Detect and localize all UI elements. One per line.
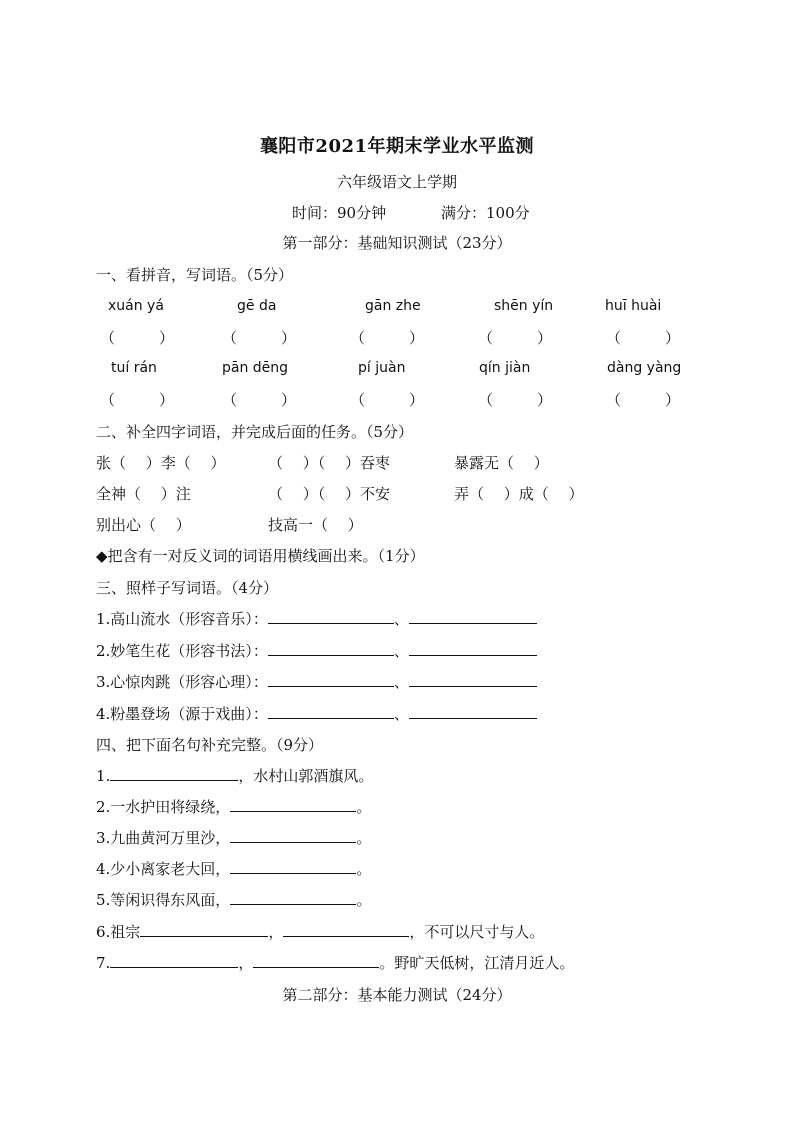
answer-blank[interactable] xyxy=(230,859,356,874)
part2-heading: 第二部分：基本能力测试（24分） xyxy=(282,986,512,1004)
pinyin: shēn yín xyxy=(494,298,554,314)
answer-blank[interactable] xyxy=(268,609,394,624)
answer-box[interactable]: （ ） xyxy=(478,391,553,409)
pinyin: dàng yàng xyxy=(607,360,682,376)
q3-heading: 三、照样子写词语。（4分） xyxy=(96,579,279,597)
idiom-item[interactable]: 技高一（ ） xyxy=(268,516,363,534)
q4-item: 1. ，水村山郭酒旗风。 xyxy=(96,767,374,785)
q3-item: 4.粉墨登场（源于戏曲）： 、 xyxy=(96,703,537,724)
q1-heading: 一、看拼音，写词语。（5分） xyxy=(96,266,294,284)
pinyin: gān zhe xyxy=(365,298,421,314)
q3-item: 2.妙笔生花（形容书法）： 、 xyxy=(96,640,537,661)
pinyin: huī huài xyxy=(605,298,662,314)
q4-item: 7. ， 。野旷天低树，江清月近人。 xyxy=(96,954,575,972)
answer-box[interactable]: （ ） xyxy=(606,329,681,347)
answer-box[interactable]: （ ） xyxy=(350,391,425,409)
answer-box[interactable]: （ ） xyxy=(100,391,175,409)
answer-box[interactable]: （ ） xyxy=(222,329,297,347)
answer-box[interactable]: （ ） xyxy=(222,391,297,409)
idiom-item[interactable]: 弄（ ）成（ ） xyxy=(454,485,584,503)
page-subtitle: 六年级语文上学期 xyxy=(336,173,457,191)
answer-blank[interactable] xyxy=(230,797,356,812)
pinyin: tuí rán xyxy=(111,360,157,376)
answer-box[interactable]: （ ） xyxy=(606,391,681,409)
q2-heading: 二、补全四字词语，并完成后面的任务。（5分） xyxy=(96,423,414,441)
part1-heading: 第一部分：基础知识测试（23分） xyxy=(282,234,512,252)
answer-blank[interactable] xyxy=(230,890,356,905)
idiom-item[interactable]: 暴露无（ ） xyxy=(454,454,549,472)
answer-blank[interactable] xyxy=(409,609,537,624)
page-title: 襄阳市2021年期末学业水平监测 xyxy=(259,136,535,157)
answer-blank[interactable] xyxy=(409,641,537,656)
q4-item: 6.祖宗 ， ，不可以尺寸与人。 xyxy=(96,923,545,941)
idiom-item[interactable]: （ ）（ ）不安 xyxy=(268,485,391,503)
pinyin: xuán yá xyxy=(108,298,164,314)
answer-blank[interactable] xyxy=(230,828,356,843)
answer-blank[interactable] xyxy=(409,704,537,719)
answer-blank[interactable] xyxy=(110,766,238,781)
exam-score: 满分：100分 xyxy=(441,204,530,222)
idiom-item[interactable]: （ ）（ ）吞枣 xyxy=(268,454,391,472)
q3-item: 3.心惊肉跳（形容心理）： 、 xyxy=(96,671,537,692)
q4-heading: 四、把下面名句补充完整。（9分） xyxy=(96,736,324,754)
answer-blank[interactable] xyxy=(409,672,537,687)
answer-blank[interactable] xyxy=(253,953,379,968)
answer-blank[interactable] xyxy=(268,641,394,656)
answer-blank[interactable] xyxy=(268,704,394,719)
answer-box[interactable]: （ ） xyxy=(350,329,425,347)
q3-item: 1.高山流水（形容音乐）： 、 xyxy=(96,608,537,629)
idiom-item[interactable]: 全神（ ）注 xyxy=(96,485,191,503)
q4-item: 2.一水护田将绿绕， 。 xyxy=(96,798,372,816)
pinyin: pān dēng xyxy=(222,360,289,376)
idiom-item[interactable]: 别出心（ ） xyxy=(96,516,191,534)
pinyin: pí juàn xyxy=(358,360,406,376)
exam-time: 时间：90分钟 xyxy=(292,204,387,222)
q2-task: ◆把含有一对反义词的词语用横线画出来。（1分） xyxy=(96,547,425,565)
q4-item: 5.等闲识得东风面， 。 xyxy=(96,891,372,909)
answer-blank[interactable] xyxy=(268,672,394,687)
answer-blank[interactable] xyxy=(283,922,409,937)
pinyin: qín jiàn xyxy=(479,360,531,376)
q4-item: 4.少小离家老大回， 。 xyxy=(96,860,372,878)
answer-box[interactable]: （ ） xyxy=(100,329,175,347)
idiom-item[interactable]: 张（ ）李（ ） xyxy=(96,454,226,472)
answer-blank[interactable] xyxy=(140,922,268,937)
answer-blank[interactable] xyxy=(110,953,238,968)
q4-item: 3.九曲黄河万里沙， 。 xyxy=(96,829,372,847)
answer-box[interactable]: （ ） xyxy=(478,329,553,347)
pinyin: gē da xyxy=(237,298,277,314)
